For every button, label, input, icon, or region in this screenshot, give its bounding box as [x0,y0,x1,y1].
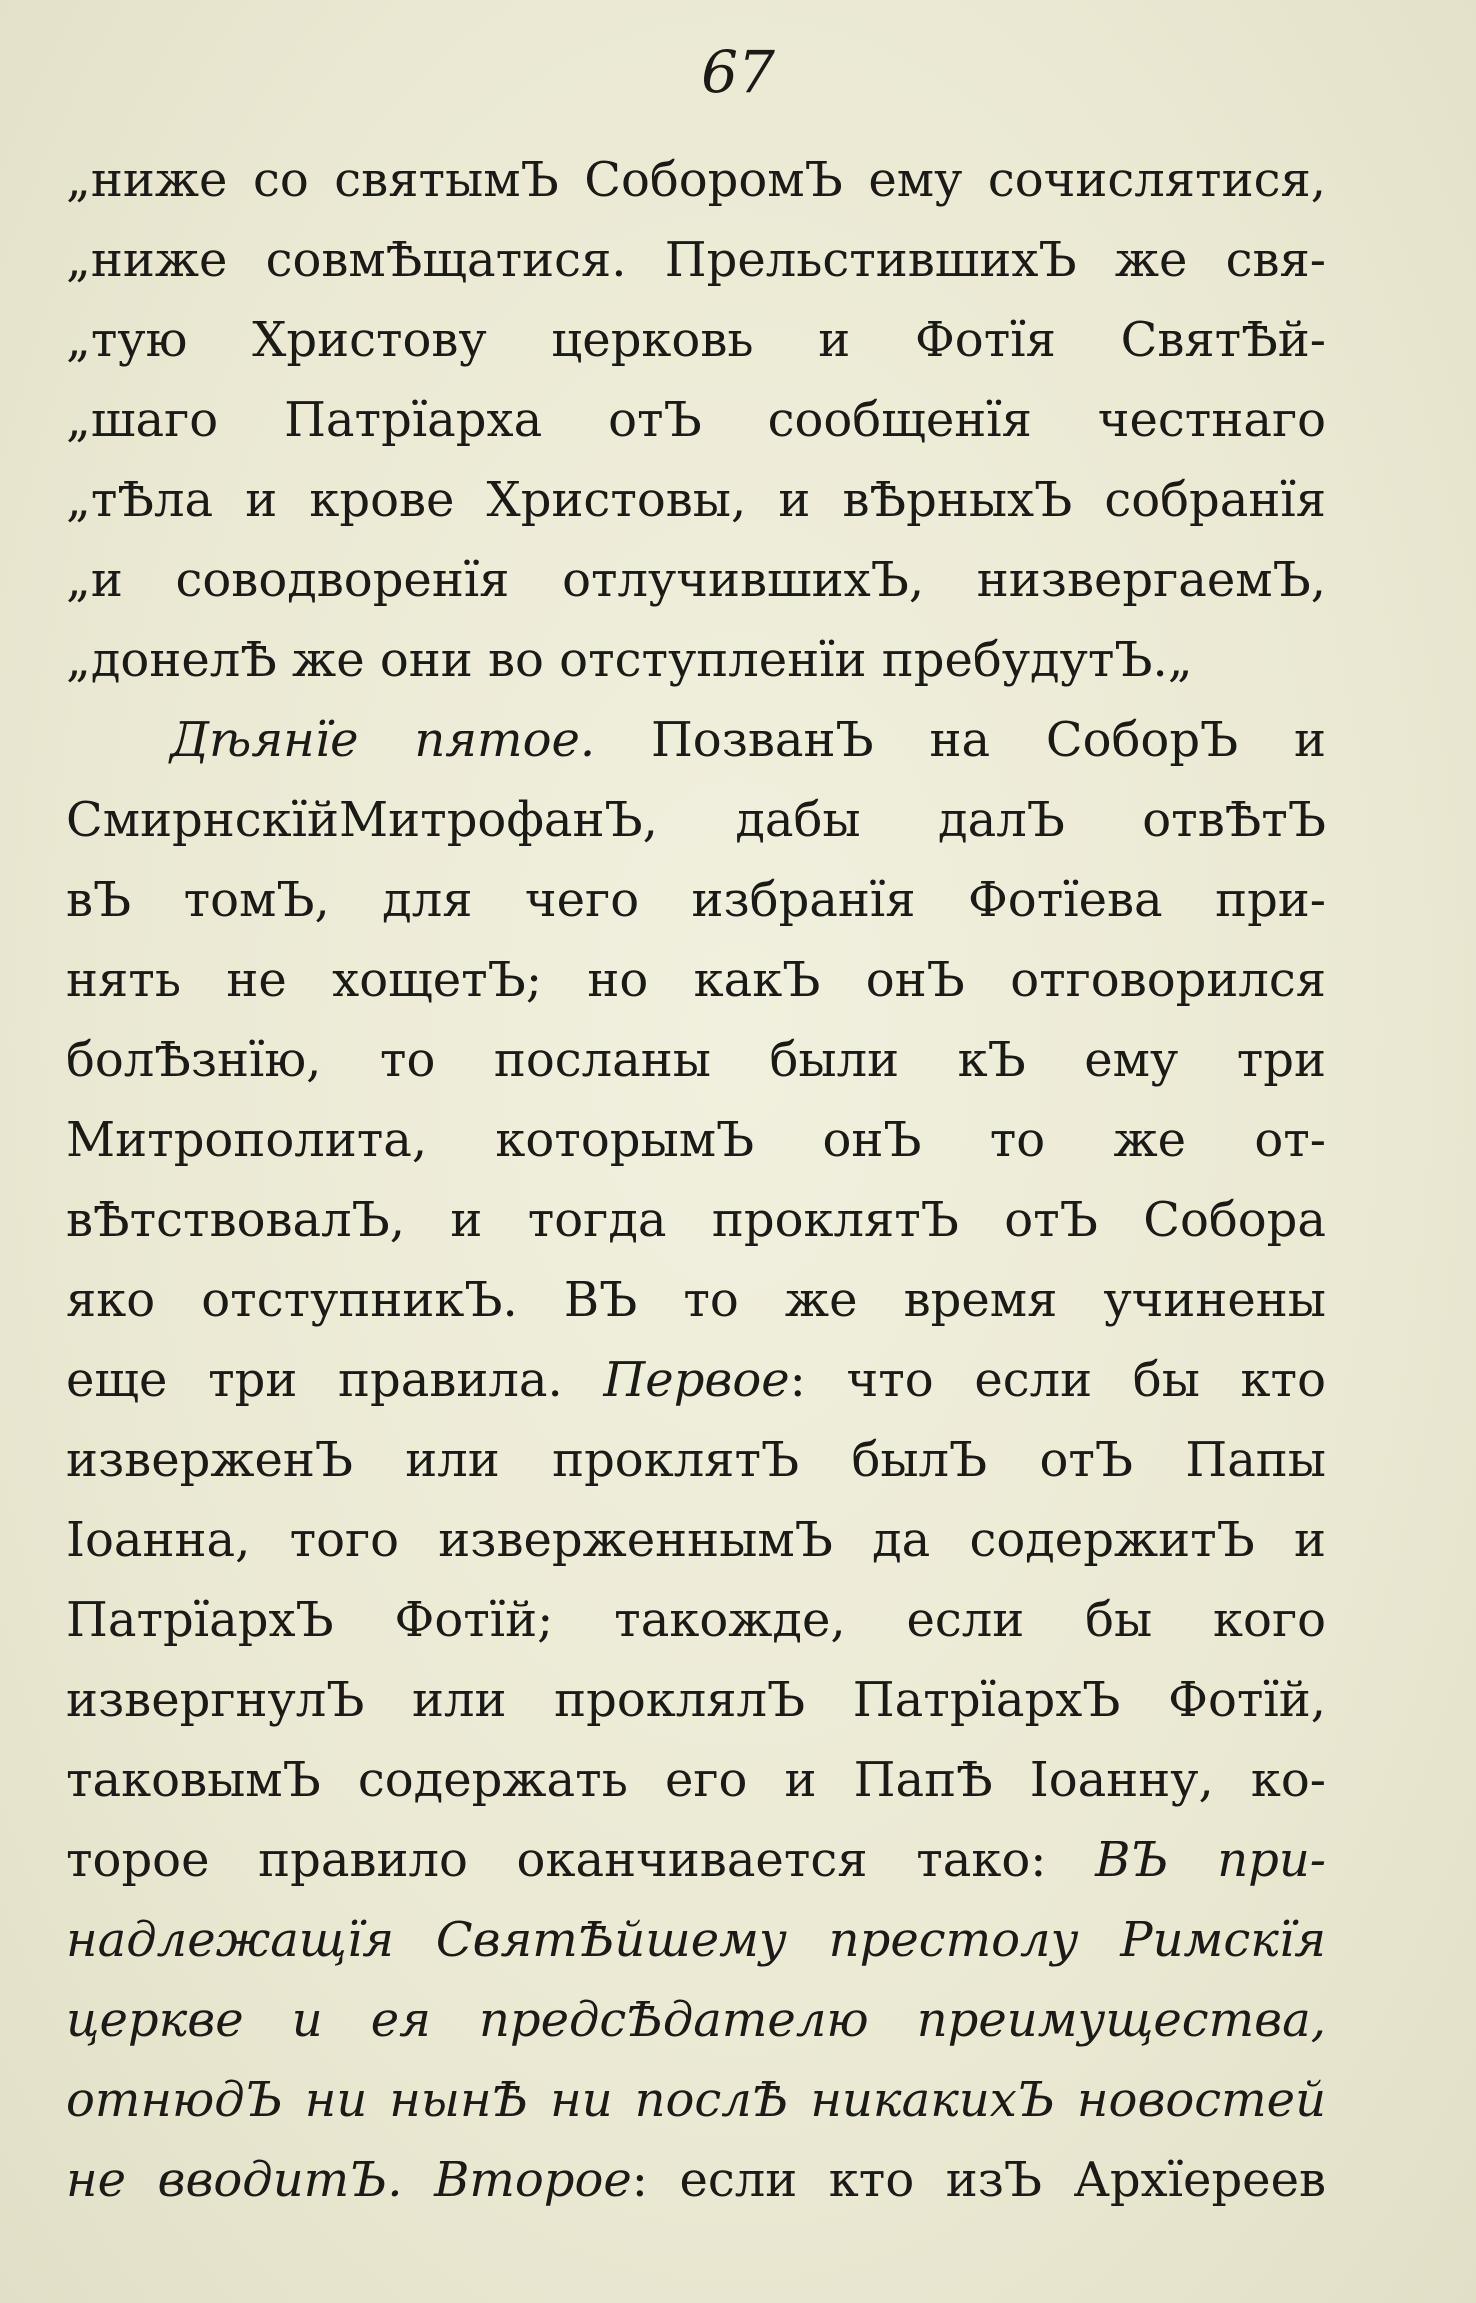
text-segment: „тѢла и крове Христовы, и вѢрныхЪ собранїя [66,472,1326,528]
text-line [66,1740,1326,1820]
text-line [66,860,1326,940]
text-line [66,300,1326,380]
text-segment: СмирнскїйМитрофанЪ, дабы далЪ отвѢтЪ [66,792,1326,848]
text-segment: ПатрїархЪ Фотїй; такожде, если бы кого [66,1592,1326,1648]
text-line [66,1500,1326,1580]
text-segment: вѢтствовалЪ, и тогда проклятЪ отЪ Собора [66,1192,1326,1248]
text-line [66,1340,1326,1420]
page-body-text [66,140,1326,2220]
text-line [66,220,1326,300]
text-line [66,780,1326,860]
text-segment: еще три правила. [66,1352,563,1408]
text-line [66,1980,1326,2060]
text-segment: надлежащїя СвятѢйшему престолу Римскїя [66,1912,1326,1968]
text-segment: ВЪ при- [1046,1832,1326,1888]
text-line [66,2140,1326,2220]
text-line [66,940,1326,1020]
text-segment: „и соводворенїя отлучившихЪ, низвергаемЪ, [66,552,1326,608]
text-line [66,700,1326,780]
text-segment: Дѣянїе пятое. [170,712,596,768]
text-segment: отнюдЪ ни нынѢ ни послѢ никакихЪ новостей [66,2072,1326,2128]
text-segment: Первое [562,1352,790,1408]
text-segment: не вводитЪ. [66,2152,403,2208]
text-line [66,620,1326,700]
text-line [66,1420,1326,1500]
text-segment: „шаго Патрїарха отЪ сообщенїя честнаго [66,392,1326,448]
text-line [66,1820,1326,1900]
text-segment: „ниже совмѢщатися. ПрельстившихЪ же свя- [66,232,1326,288]
text-segment: „донелѢ же они во отступленїи пребудутЪ.„ [66,632,1193,688]
text-segment: „ниже со святымЪ СоборомЪ ему сочислятися, [66,152,1326,208]
text-segment: „тую Христову церковь и Фотїя СвятѢй- [66,312,1326,368]
text-segment: таковымЪ содержать его и ПапѢ Іоанну, ко- [66,1752,1326,1808]
text-segment: болѢзнїю, то посланы были кЪ ему три [66,1032,1326,1088]
text-line [66,1020,1326,1100]
text-segment: Митрополита, которымЪ онЪ то же от- [66,1112,1326,1168]
text-segment: : если кто изЪ Архїереев [631,2152,1327,2208]
text-line [66,140,1326,220]
page-number: 67 [701,38,775,106]
text-line [66,1900,1326,1980]
text-line [66,1180,1326,1260]
text-segment: торое правило оканчивается тако: [66,1832,1047,1888]
text-segment: Второе [402,2152,632,2208]
text-line [66,1100,1326,1180]
text-segment: яко отступникЪ. ВЪ то же время учинены [66,1272,1326,1328]
text-line [66,380,1326,460]
text-line [66,1260,1326,1340]
text-segment: вЪ томЪ, для чего избранїя Фотїева при- [66,872,1326,928]
text-segment: Іоанна, того изверженнымЪ да содержитЪ и [66,1512,1326,1568]
text-line [66,460,1326,540]
text-segment: извергнулЪ или проклялЪ ПатрїархЪ Фотїй, [66,1672,1326,1728]
text-segment: церкве и ея предсѢдателю преимущества, [66,1992,1326,2048]
text-segment: нять не хощетЪ; но какЪ онЪ отговорился [66,952,1326,1008]
text-line [66,1660,1326,1740]
text-line [66,540,1326,620]
text-line [66,1580,1326,1660]
text-segment: изверженЪ или проклятЪ былЪ отЪ Папы [66,1432,1326,1488]
text-segment: : что если бы кто [789,1352,1327,1408]
text-segment: ПозванЪ на СоборЪ и [595,712,1326,768]
text-line [66,2060,1326,2140]
